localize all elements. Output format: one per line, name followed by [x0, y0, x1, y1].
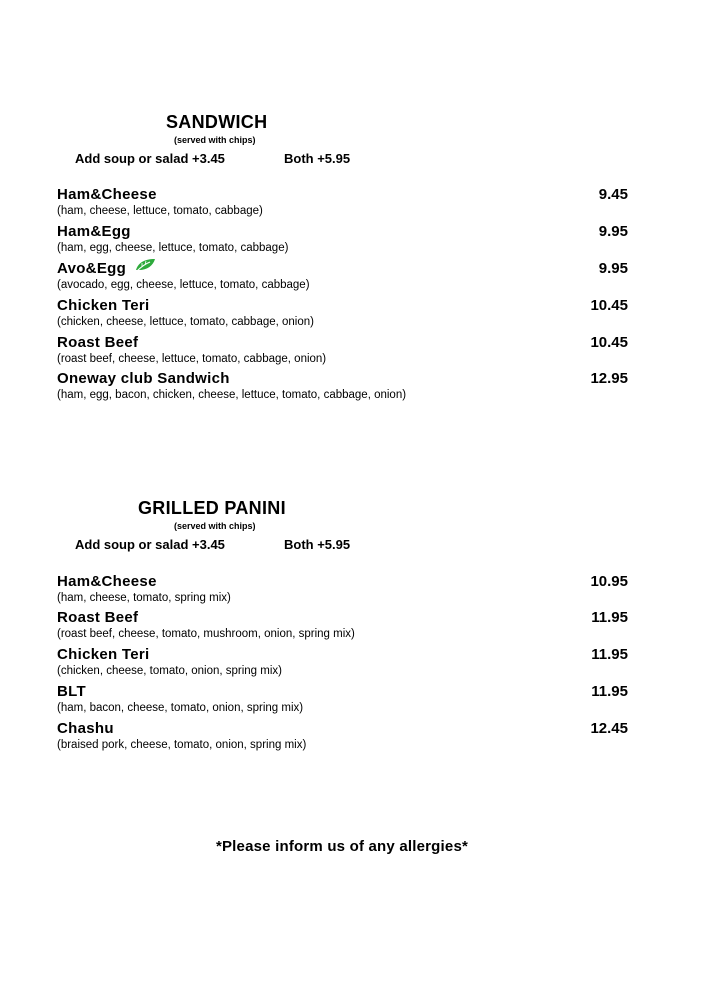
item-price: 12.45	[590, 720, 628, 737]
menu-item	[57, 683, 628, 720]
item-description: (roast beef, cheese, lettuce, tomato, cabbage, onion)	[57, 353, 327, 365]
menu-item	[57, 646, 628, 683]
item-price: 11.95	[591, 609, 628, 626]
item-name-text: Avo&Egg	[57, 260, 127, 277]
item-description: (ham, egg, cheese, lettuce, tomato, cabbage)	[57, 242, 289, 254]
panini-addon-soup: Add soup or salad +3.45	[75, 537, 225, 552]
item-name: Oneway club Sandwich	[57, 370, 230, 387]
menu-item	[57, 573, 628, 610]
item-description: (chicken, cheese, lettuce, tomato, cabbage, onion)	[57, 316, 314, 328]
menu-item	[57, 186, 628, 223]
panini-title: GRILLED PANINI	[138, 498, 286, 518]
item-price: 10.95	[590, 573, 628, 590]
sandwich-title: SANDWICH	[166, 112, 268, 132]
item-price: 12.95	[590, 370, 628, 387]
menu-item	[57, 260, 628, 297]
item-price: 10.45	[590, 334, 628, 351]
sandwich-addon-both: Both +5.95	[284, 151, 351, 166]
item-name: Chashu	[57, 720, 114, 737]
menu-item	[57, 720, 628, 757]
item-price: 11.95	[591, 683, 628, 700]
item-price: 9.95	[598, 260, 628, 277]
menu-item	[57, 609, 628, 646]
item-name: Roast Beef	[57, 334, 139, 351]
item-name: BLT	[57, 683, 86, 700]
item-description: (ham, egg, bacon, chicken, cheese, lettuce, tomato, cabbage, onion)	[57, 389, 407, 401]
item-price: 9.95	[598, 223, 628, 240]
item-name: Roast Beef	[57, 609, 139, 626]
sandwich-subtitle: (served with chips)	[174, 135, 256, 145]
menu-item	[57, 297, 628, 334]
item-description: (ham, cheese, tomato, spring mix)	[57, 592, 231, 604]
item-name: Chicken Teri	[57, 297, 150, 314]
item-price: 9.45	[598, 186, 628, 203]
item-description: (avocado, egg, cheese, lettuce, tomato, cabbage)	[57, 279, 310, 291]
item-description: (ham, cheese, lettuce, tomato, cabbage)	[57, 205, 263, 217]
menu-item	[57, 370, 628, 407]
item-name: Ham&Cheese	[57, 186, 157, 203]
panini-subtitle: (served with chips)	[174, 521, 256, 531]
item-name-with-icon	[57, 260, 156, 278]
menu-item	[57, 223, 628, 260]
item-description: (chicken, cheese, tomato, onion, spring mix)	[57, 665, 282, 677]
item-name: Ham&Egg	[57, 223, 131, 240]
sandwich-addon-soup: Add soup or salad +3.45	[75, 151, 225, 166]
item-description: (ham, bacon, cheese, tomato, onion, spring mix)	[57, 702, 304, 714]
menu-item	[57, 334, 628, 371]
item-name: Ham&Cheese	[57, 573, 157, 590]
item-description: (roast beef, cheese, tomato, mushroom, onion, spring mix)	[57, 628, 355, 640]
item-price: 11.95	[591, 646, 628, 663]
leaf-icon	[134, 258, 156, 276]
item-name: Chicken Teri	[57, 646, 150, 663]
item-price: 10.45	[590, 297, 628, 314]
item-description: (braised pork, cheese, tomato, onion, spring mix)	[57, 739, 307, 751]
panini-addon-both: Both +5.95	[284, 537, 351, 552]
allergy-note: *Please inform us of any allergies*	[215, 838, 469, 855]
